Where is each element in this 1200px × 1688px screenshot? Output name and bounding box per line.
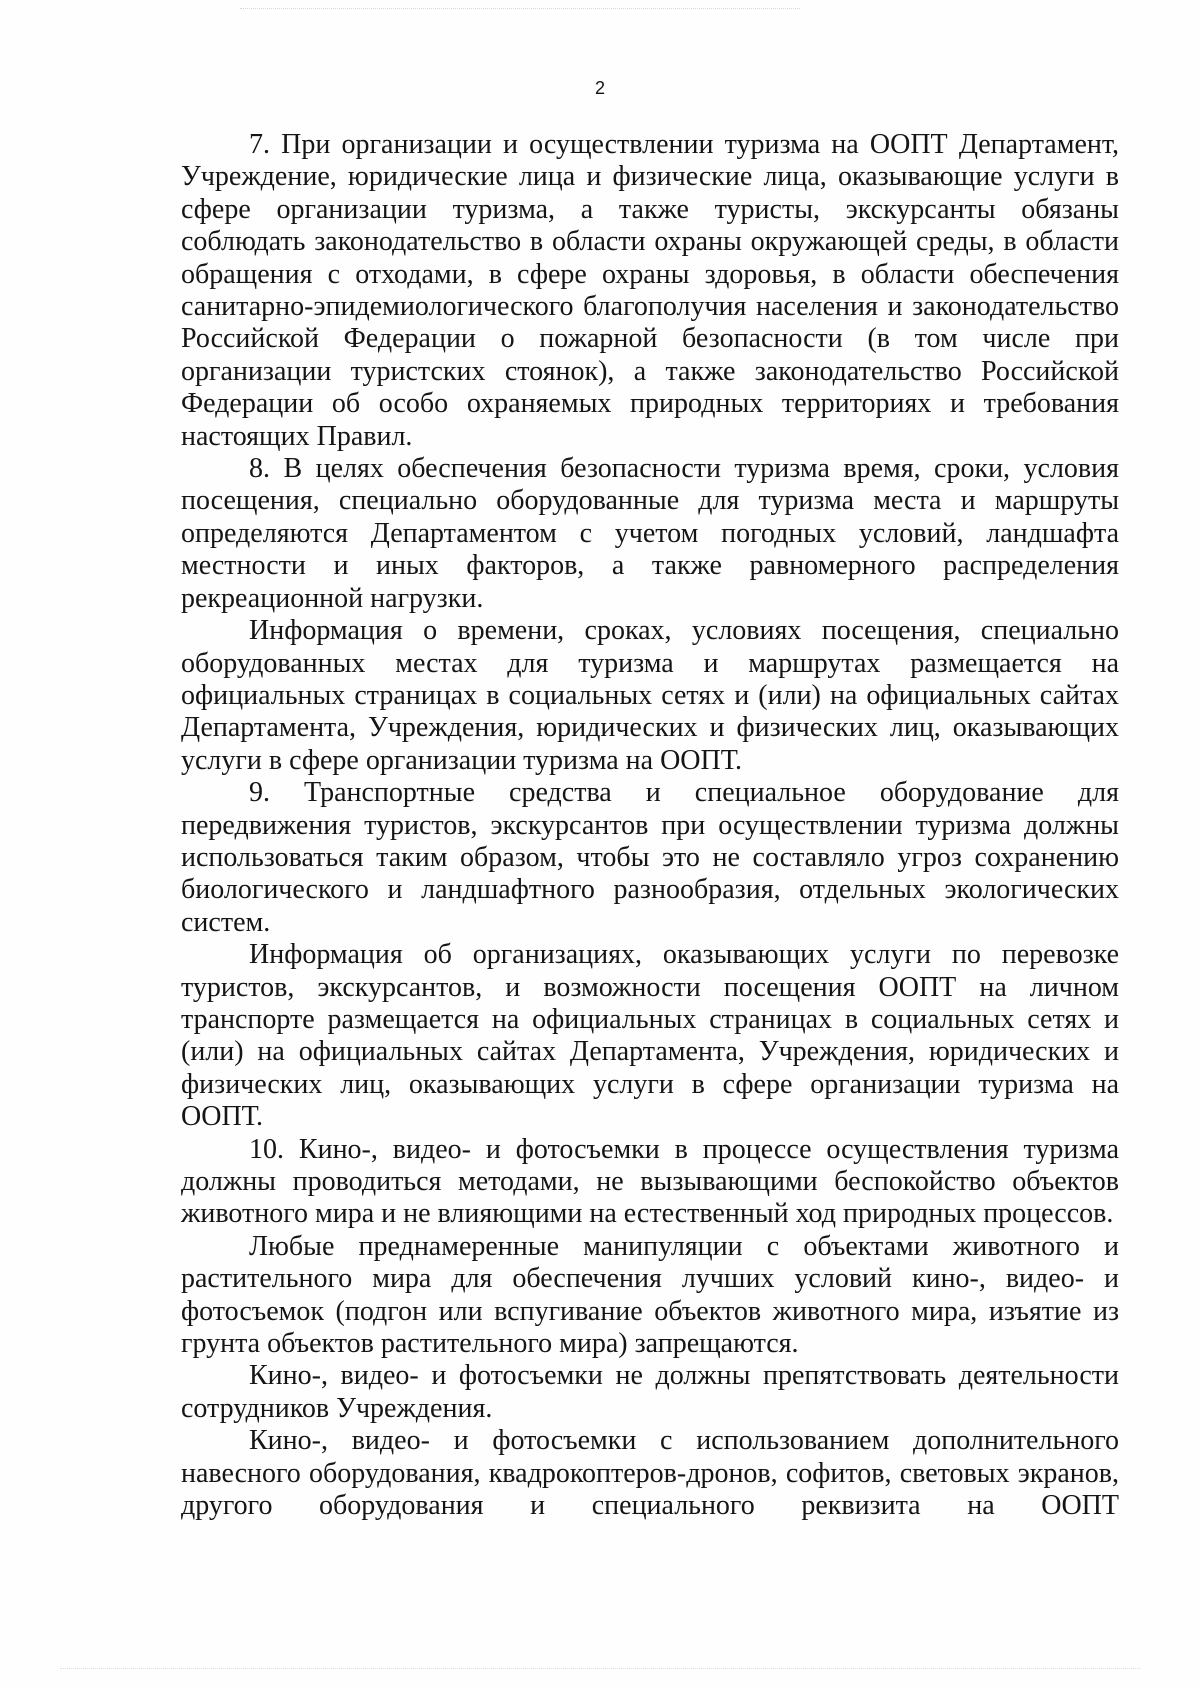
paragraph-8: 8. В целях обеспечения безопасности туризма время, сроки, условия посещения, специально оборудованные для туризма места и маршруты определяются Департаментом с учетом погодных условий, ландшафта местности и иных факторов, а также равномерного распределения рекреационной нагрузки. xyxy=(181,453,1119,614)
paragraph-9-info: Информация об организациях, оказывающих услуги по перевозке туристов, экскурсантов, и возможности посещения ООПТ на личном транспорте размещается на официальных страницах в социальных сетях и (или) на официальных сайтах Департамента, Учреждения, юридических и физических лиц, оказывающих услуги в сфере организации туризма на ООПТ. xyxy=(181,939,1119,1133)
paragraph-10-manipulations: Любые преднамеренные манипуляции с объектами животного и растительного мира для обеспечения лучших условий кино-, видео- и фотосъемок (подгон или вспугивание объектов животного мира, изъятие из грунта объектов растительного мира) запрещаются. xyxy=(181,1230,1119,1360)
scan-artifact-bottom xyxy=(60,1668,1140,1670)
document-body xyxy=(181,129,1119,1522)
paragraph-7: 7. При организации и осуществлении туризма на ООПТ Департамент, Учреждение, юридические лица и физические лица, оказывающие услуги в сфере организации туризма, а также туристы, экскурсанты обязаны соблюдать законодательство в области охраны окружающей среды, в области обращения с отходами, в сфере охраны здоровья, в области обеспечения санитарно-эпидемиологического благополучия населения и законодательство Российской Федерации о пожарной безопасности (в том числе при организации туристских стоянок), а также законодательство Российской Федерации об особо охраняемых природных территориях и требования настоящих Правил. xyxy=(181,129,1119,452)
page-number: 2 xyxy=(594,78,605,98)
paragraph-9: 9. Транспортные средства и специальное оборудование для передвижения туристов, экскурсантов при осуществлении туризма должны использоваться таким образом, чтобы это не составляло угроз сохранению биологического и ландшафтного разнообразия, отдельных экологических систем. xyxy=(181,777,1119,938)
paragraph-10-equipment: Кино-, видео- и фотосъемки с использованием дополнительного навесного оборудования, квадрокоптеров-дронов, софитов, световых экранов, другого оборудования и специального реквизита на ООПТ xyxy=(181,1425,1119,1522)
paragraph-10: 10. Кино-, видео- и фотосъемки в процессе осуществления туризма должны проводиться методами, не вызывающими беспокойство объектов животного мира и не влияющими на естественный ход природных процессов. xyxy=(181,1133,1119,1230)
paragraph-10-staff: Кино-, видео- и фотосъемки не должны препятствовать деятельности сотрудников Учреждения. xyxy=(181,1360,1119,1424)
scan-artifact-top xyxy=(240,8,800,10)
paragraph-8-info: Информация о времени, сроках, условиях посещения, специально оборудованных местах для туризма и маршрутах размещается на официальных страницах в социальных сетях и (или) на официальных сайтах Департамента, Учреждения, юридических и физических лиц, оказывающих услуги в сфере организации туризма на ООПТ. xyxy=(181,615,1119,776)
